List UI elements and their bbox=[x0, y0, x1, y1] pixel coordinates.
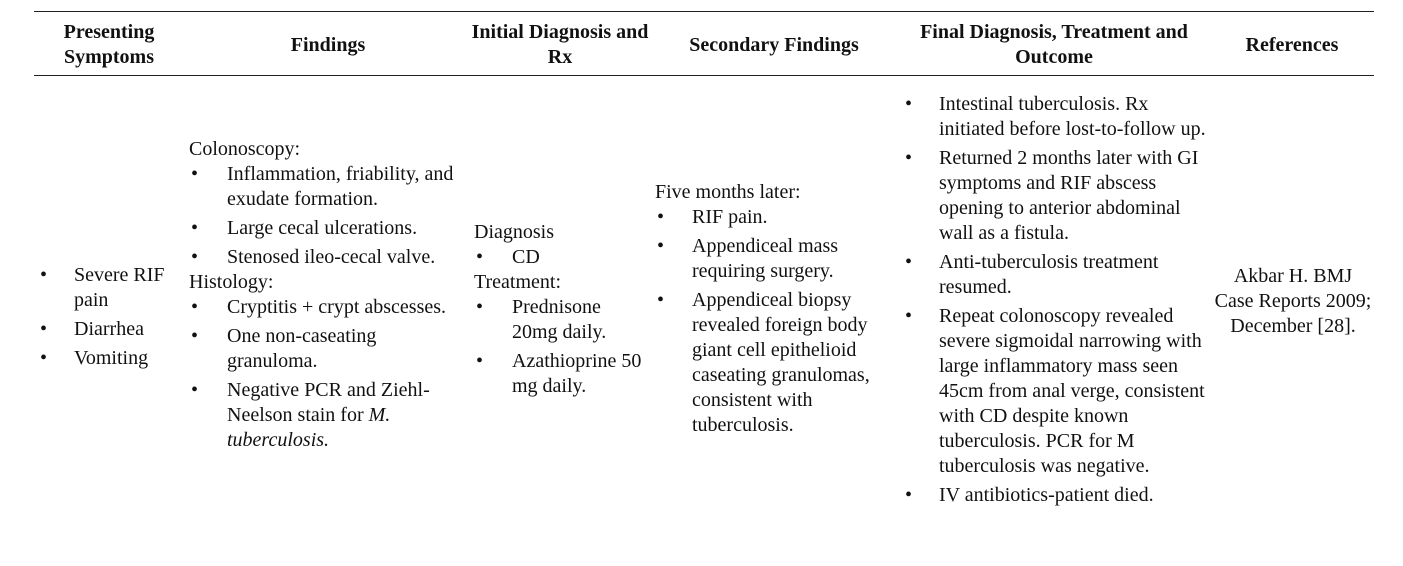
final-diagnosis-cell bbox=[902, 92, 1214, 512]
list-item: • Appendiceal mass requiring surgery. bbox=[655, 234, 895, 284]
header-secondary-findings: Secondary Findings bbox=[689, 33, 859, 56]
list-item: • One non-caseating granuloma. bbox=[189, 324, 469, 374]
header-presenting-symptoms: Presenting Symptoms bbox=[63, 21, 155, 68]
histology-list bbox=[189, 295, 469, 453]
list-item: • Intestinal tuberculosis. Rx initiated before lost-to-follow up. bbox=[902, 92, 1214, 142]
colonoscopy-label: Colonoscopy: bbox=[189, 138, 301, 160]
list-item: • IV antibiotics-patient died. bbox=[902, 483, 1214, 508]
presenting-symptoms-cell bbox=[36, 263, 186, 375]
list-item: • Vomiting bbox=[36, 346, 186, 371]
findings-cell bbox=[189, 137, 469, 453]
reference-text: Akbar H. BMJ Case Reports 2009; December [28]. bbox=[1214, 265, 1372, 337]
diagnosis-label: Diagnosis bbox=[474, 221, 554, 243]
secondary-findings-cell bbox=[655, 180, 895, 442]
header-final-diagnosis: Final Diagnosis, Treatment and Outcome bbox=[920, 21, 1188, 68]
list-item: • Large cecal ulcerations. bbox=[189, 216, 469, 241]
list-item: • Negative PCR and Ziehl-Neelson stain for M. tuberculosis. bbox=[189, 378, 469, 453]
final-list bbox=[902, 92, 1214, 508]
list-item: • Returned 2 months later with GI symptoms and RIF abscess opening to anterior abdominal wall as a fistula. bbox=[902, 146, 1214, 246]
table-header-rule bbox=[34, 75, 1374, 76]
reference-cell bbox=[1214, 264, 1372, 339]
organism-name: M. tuberculosis. bbox=[227, 404, 391, 451]
list-item: • Cryptitis + crypt abscesses. bbox=[189, 295, 469, 320]
presenting-symptoms-list bbox=[36, 263, 186, 371]
table-top-rule bbox=[34, 11, 1374, 12]
list-item: • Severe RIF pain bbox=[36, 263, 186, 313]
header-initial-diagnosis: Initial Diagnosis and Rx bbox=[471, 21, 649, 68]
treatment-label: Treatment: bbox=[474, 271, 562, 293]
header-references: References bbox=[1245, 33, 1339, 56]
diagnosis-list bbox=[474, 245, 644, 270]
colonoscopy-list bbox=[189, 162, 469, 270]
secondary-list bbox=[655, 205, 895, 438]
histology-label: Histology: bbox=[189, 271, 274, 293]
list-item: • Stenosed ileo-cecal valve. bbox=[189, 245, 469, 270]
list-item: • Azathioprine 50 mg daily. bbox=[474, 349, 644, 399]
list-item: • Repeat colonoscopy revealed severe sigmoidal narrowing with large inflammatory mass seen 45cm from anal verge, consistent with CD despite known tuberculosis. PCR for M tuberculosis was negative. bbox=[902, 304, 1214, 479]
list-item: • Anti-tuberculosis treatment resumed. bbox=[902, 250, 1214, 300]
list-item: • Appendiceal biopsy revealed foreign body giant cell epithelioid caseating granulomas, consistent with tuberculosis. bbox=[655, 288, 895, 438]
list-item: • RIF pain. bbox=[655, 205, 895, 230]
initial-diagnosis-cell bbox=[474, 220, 644, 403]
list-item: • Diarrhea bbox=[36, 317, 186, 342]
list-item: • Inflammation, friability, and exudate formation. bbox=[189, 162, 469, 212]
list-item: • Prednisone 20mg daily. bbox=[474, 295, 644, 345]
list-item: • CD bbox=[474, 245, 644, 270]
treatment-list bbox=[474, 295, 644, 399]
secondary-intro: Five months later: bbox=[655, 181, 801, 203]
header-findings: Findings bbox=[290, 33, 366, 56]
